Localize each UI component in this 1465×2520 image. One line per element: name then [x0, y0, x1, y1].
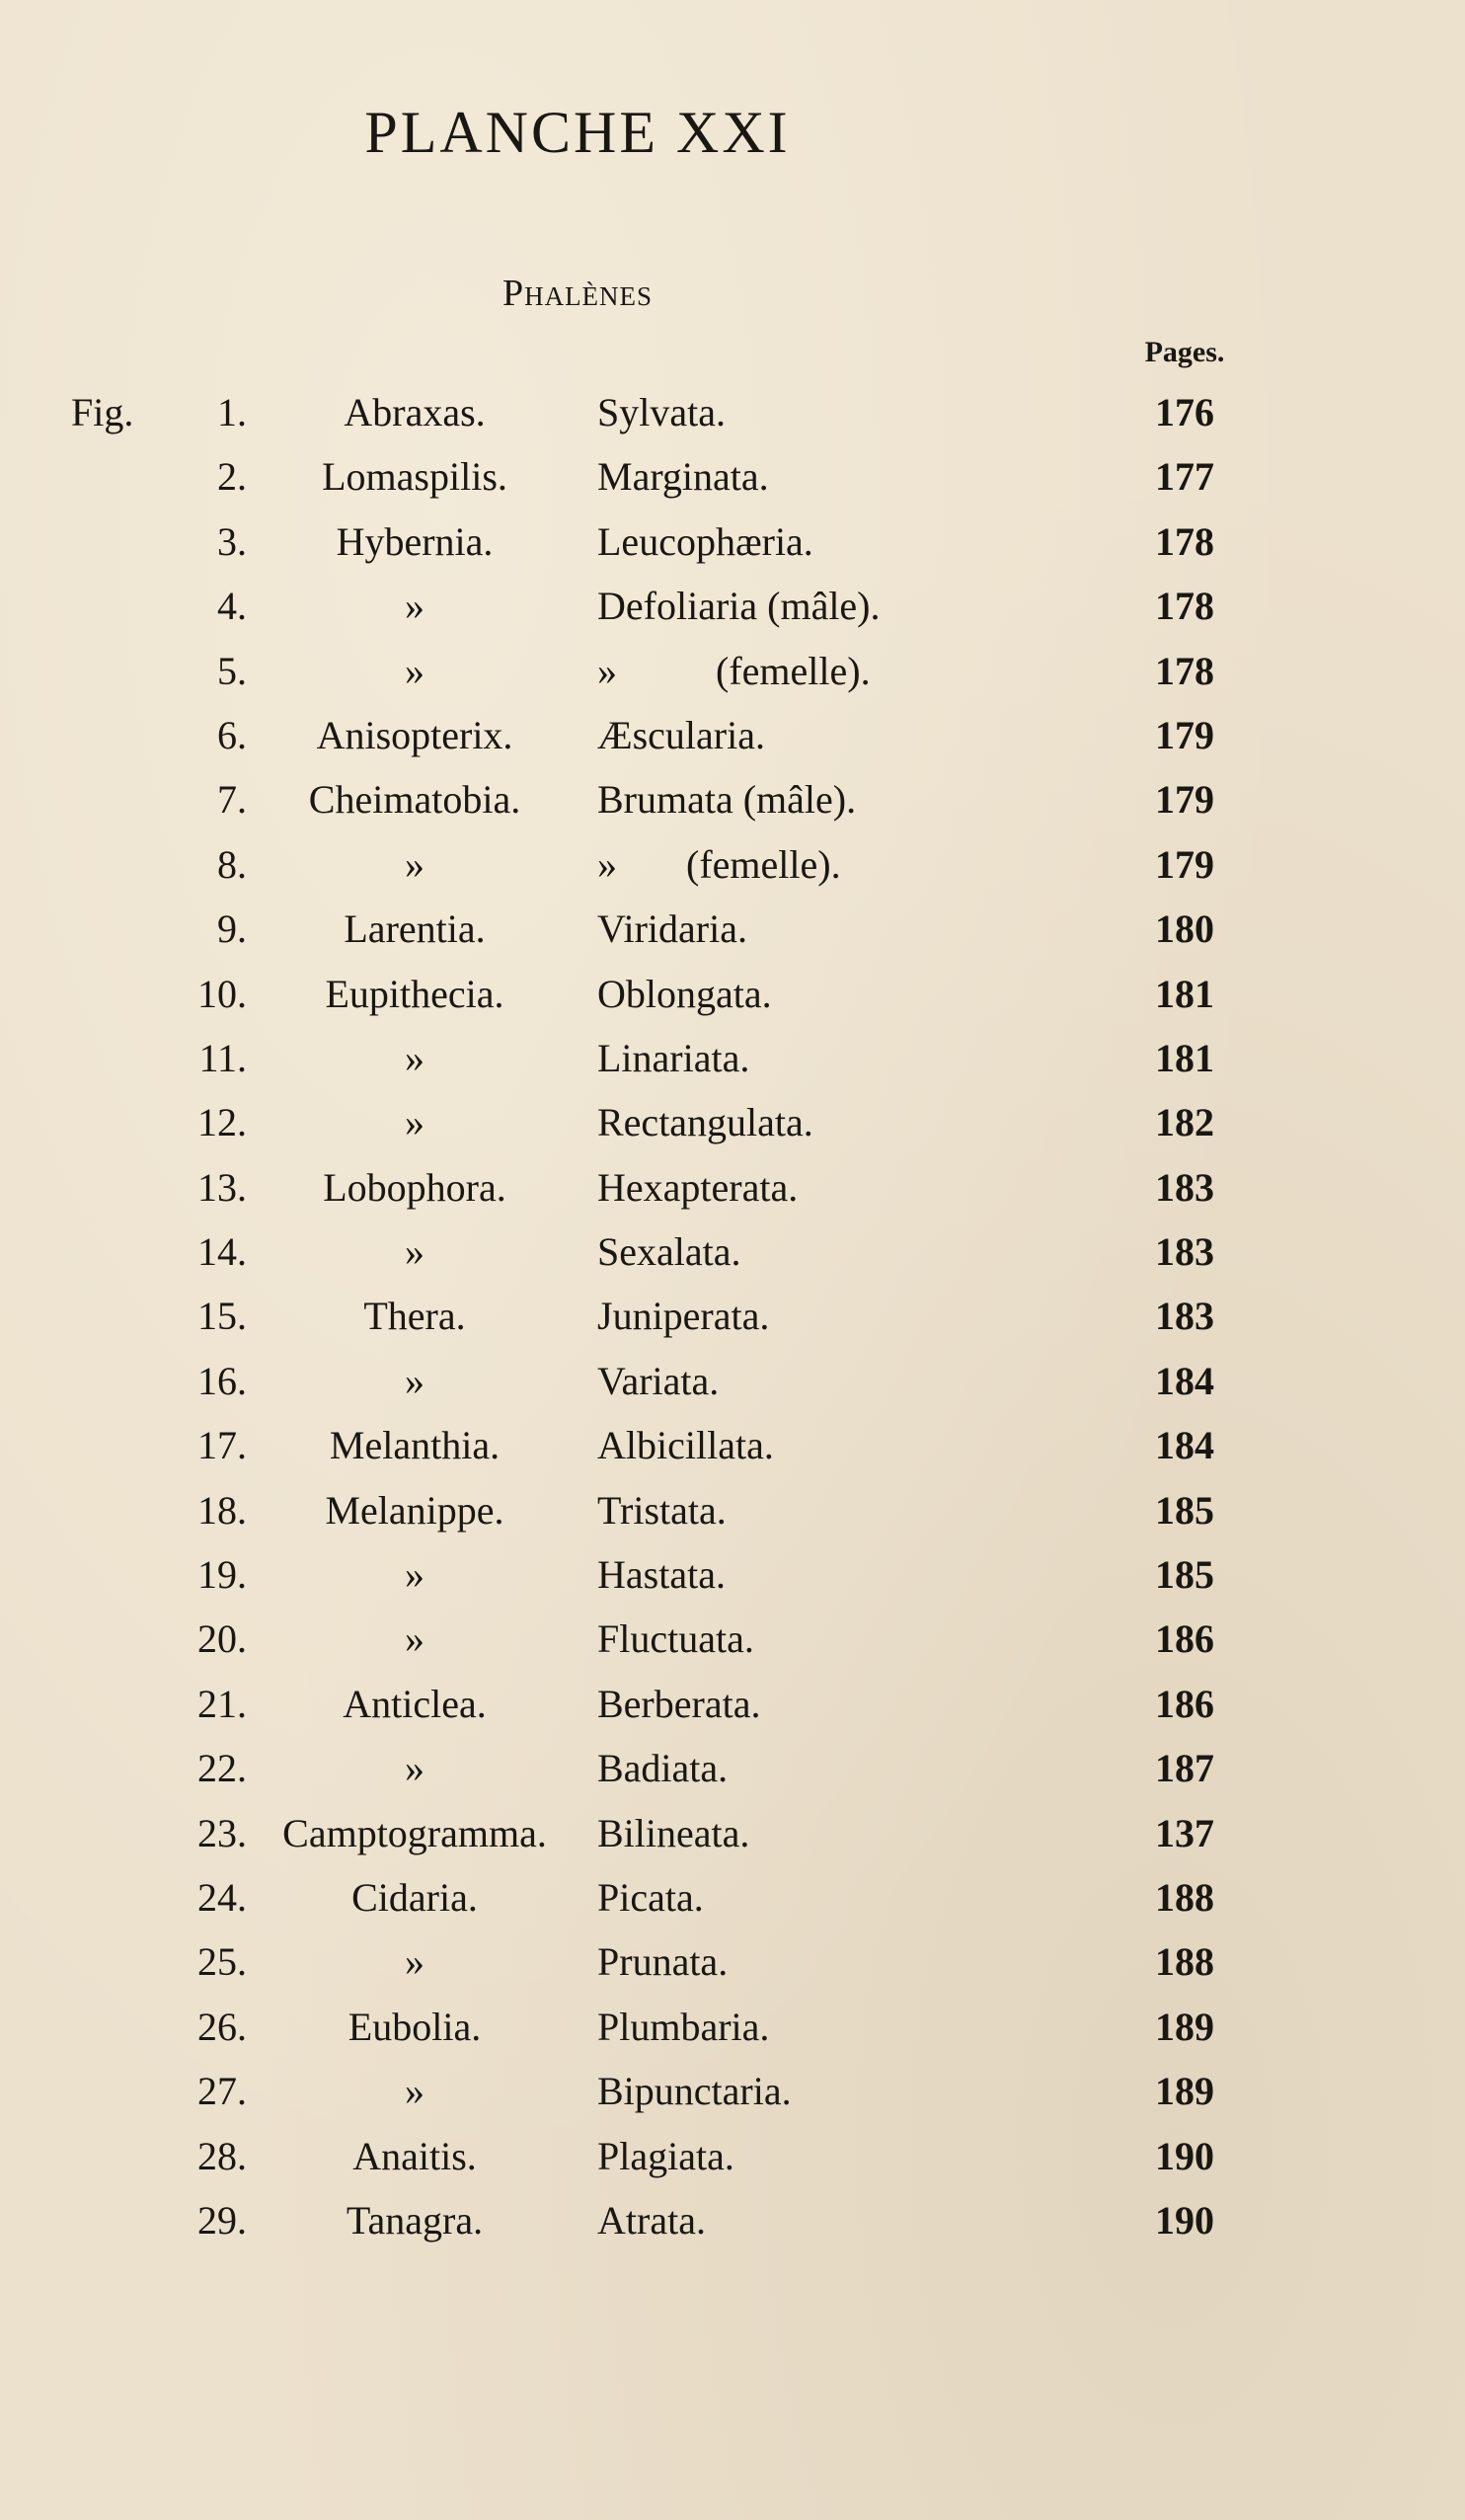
- species-name: Variata.: [597, 1358, 720, 1403]
- genus-name: »: [405, 2069, 424, 2114]
- page-number: 182: [1155, 1100, 1214, 1145]
- figure-number: 7.: [217, 777, 247, 823]
- page-number: 189: [1155, 2004, 1214, 2049]
- genus-name: Anticlea.: [343, 1681, 487, 1726]
- list-item: [0, 1929, 1465, 1994]
- page-number: 188: [1155, 1874, 1214, 1920]
- species-name: Viridaria.: [597, 906, 747, 952]
- figure-number: 19.: [197, 1552, 247, 1598]
- figure-number: 1.: [217, 390, 247, 434]
- figure-number: 27.: [197, 2069, 247, 2114]
- figure-number: 10.: [197, 971, 247, 1016]
- list-item: [0, 1542, 1465, 1607]
- figure-number: 18.: [197, 1487, 247, 1533]
- list-item: [0, 444, 1465, 509]
- list-item: [0, 2059, 1465, 2123]
- genus-name: Eubolia.: [347, 2004, 482, 2049]
- page-number: 137: [1155, 1810, 1214, 1855]
- list-item: [0, 1995, 1465, 2059]
- genus-name: Larentia.: [344, 906, 486, 952]
- list-item: [0, 1220, 1465, 1284]
- genus-name: »: [405, 648, 424, 693]
- figure-number: 12.: [197, 1100, 247, 1145]
- list-item: [0, 1478, 1465, 1542]
- species-name: Rectangulata.: [597, 1100, 813, 1145]
- genus-name: »: [405, 841, 424, 887]
- page-number: 190: [1155, 2197, 1214, 2243]
- genus-name: Hybernia.: [336, 518, 494, 564]
- genus-name: Camptogramma.: [282, 1810, 547, 1855]
- section-subtitle: Phalènes: [501, 273, 654, 314]
- figure-number: 2.: [217, 454, 247, 500]
- list-item: [0, 832, 1465, 897]
- figure-number: 15.: [197, 1294, 247, 1339]
- genus-name: Cheimatobia.: [308, 777, 521, 823]
- species-name: » (femelle).: [597, 648, 871, 693]
- species-name: Oblongata.: [597, 971, 772, 1016]
- species-name: Marginata.: [597, 454, 769, 500]
- page-number: 176: [1155, 390, 1214, 434]
- list-item: [0, 1026, 1465, 1090]
- list-item: [0, 1801, 1465, 1865]
- figure-number: 21.: [197, 1681, 247, 1726]
- genus-name: Lomaspilis.: [322, 454, 507, 500]
- list-item: [0, 574, 1465, 638]
- genus-name: Tanagra.: [346, 2197, 484, 2243]
- figure-number: 9.: [217, 906, 247, 952]
- species-name: Fluctuata.: [597, 1616, 754, 1662]
- page-number: 178: [1155, 584, 1214, 629]
- fig-label: Fig.: [71, 390, 134, 434]
- page-number: 180: [1155, 906, 1214, 952]
- list-item: [0, 703, 1465, 767]
- genus-name: »: [405, 1100, 424, 1145]
- figure-number: 4.: [217, 584, 247, 629]
- page-title: PLANCHE XXI: [364, 100, 791, 165]
- figure-number: 6.: [217, 712, 247, 757]
- genus-name: Lobophora.: [323, 1164, 506, 1210]
- page-number: 183: [1155, 1294, 1214, 1339]
- species-name: Picata.: [597, 1874, 704, 1920]
- species-name: Badiata.: [597, 1746, 729, 1791]
- species-name: Hexapterata.: [597, 1164, 799, 1210]
- figure-number: 26.: [197, 2004, 247, 2049]
- figure-number: 5.: [217, 648, 247, 693]
- genus-name: »: [405, 1616, 424, 1662]
- species-name: Leucophæria.: [597, 518, 813, 564]
- list-item: [0, 897, 1465, 961]
- figure-number: 13.: [197, 1164, 247, 1210]
- page-number: 181: [1155, 1035, 1214, 1080]
- figure-number: 16.: [197, 1358, 247, 1403]
- list-item: [0, 639, 1465, 703]
- page-number: 185: [1155, 1487, 1214, 1533]
- page-number: 178: [1155, 648, 1214, 693]
- page-number: 187: [1155, 1746, 1214, 1791]
- genus-name: »: [405, 1939, 424, 1985]
- list-item: [0, 2188, 1465, 2252]
- figure-number: 29.: [197, 2197, 247, 2243]
- species-name: Hastata.: [597, 1552, 726, 1598]
- figure-number: 20.: [197, 1616, 247, 1662]
- species-name: Plagiata.: [597, 2133, 734, 2178]
- species-name: Sylvata.: [597, 390, 726, 434]
- figure-list: [0, 380, 1465, 2252]
- figure-number: 24.: [197, 1874, 247, 1920]
- species-name: Tristata.: [597, 1487, 727, 1533]
- species-name: Juniperata.: [597, 1294, 770, 1339]
- species-name: Albicillata.: [597, 1423, 774, 1468]
- list-item: [0, 2124, 1465, 2188]
- figure-number: 23.: [197, 1810, 247, 1855]
- species-name: Berberata.: [597, 1681, 761, 1726]
- figure-number: 3.: [217, 518, 247, 564]
- species-name: Plumbaria.: [597, 2004, 770, 2049]
- species-name: Atrata.: [597, 2197, 706, 2243]
- genus-name: »: [405, 1229, 424, 1275]
- genus-name: »: [405, 1035, 424, 1080]
- species-name: Sexalata.: [597, 1229, 741, 1275]
- list-item: [0, 1413, 1465, 1477]
- genus-name: Thera.: [363, 1294, 466, 1339]
- page-number: 184: [1155, 1423, 1214, 1468]
- list-item: [0, 1607, 1465, 1671]
- genus-name: Anisopterix.: [316, 712, 513, 757]
- page-number: 183: [1155, 1164, 1214, 1210]
- page-number: 185: [1155, 1552, 1214, 1598]
- species-name: Linariata.: [597, 1035, 750, 1080]
- genus-name: Eupithecia.: [325, 971, 504, 1016]
- page-number: 189: [1155, 2069, 1214, 2114]
- page-number: 179: [1155, 777, 1214, 823]
- figure-number: 8.: [217, 841, 247, 887]
- figure-number: 22.: [197, 1746, 247, 1791]
- genus-name: Cidaria.: [351, 1874, 478, 1920]
- species-name: Bipunctaria.: [597, 2069, 792, 2114]
- species-name: Æscularia.: [597, 712, 765, 757]
- list-item: [0, 1284, 1465, 1348]
- page-number: 190: [1155, 2133, 1214, 2178]
- list-item: [0, 1865, 1465, 1929]
- page-number: 179: [1155, 841, 1214, 887]
- page-number: 186: [1155, 1681, 1214, 1726]
- list-item: [0, 767, 1465, 831]
- species-name: Brumata (mâle).: [597, 777, 857, 823]
- figure-number: 11.: [198, 1035, 247, 1080]
- pages-column-header: Pages.: [1144, 336, 1225, 368]
- list-item: [0, 1090, 1465, 1154]
- page-number: 178: [1155, 518, 1214, 564]
- page-number: 177: [1155, 454, 1214, 500]
- genus-name: »: [405, 584, 424, 629]
- page-number: 181: [1155, 971, 1214, 1016]
- page-number: 188: [1155, 1939, 1214, 1985]
- page-number: 183: [1155, 1229, 1214, 1275]
- page-number: 184: [1155, 1358, 1214, 1403]
- list-item: [0, 962, 1465, 1026]
- genus-name: »: [405, 1746, 424, 1791]
- species-name: Bilineata.: [597, 1810, 750, 1855]
- list-item: [0, 380, 1465, 444]
- genus-name: Melanippe.: [325, 1487, 504, 1533]
- figure-number: 14.: [197, 1229, 247, 1275]
- page-number: 179: [1155, 712, 1214, 757]
- species-name: Defoliaria (mâle).: [597, 584, 881, 629]
- genus-name: Abraxas.: [344, 390, 486, 434]
- list-item: [0, 1155, 1465, 1220]
- genus-name: Melanthia.: [329, 1423, 501, 1468]
- genus-name: Anaitis.: [352, 2133, 477, 2178]
- list-item: [0, 1672, 1465, 1736]
- genus-name: »: [405, 1358, 424, 1403]
- figure-number: 17.: [197, 1423, 247, 1468]
- figure-number: 25.: [197, 1939, 247, 1985]
- list-item: [0, 1349, 1465, 1413]
- genus-name: »: [405, 1552, 424, 1598]
- figure-number: 28.: [197, 2133, 247, 2178]
- species-name: » (femelle).: [597, 841, 841, 887]
- species-name: Prunata.: [597, 1939, 729, 1985]
- list-item: [0, 1736, 1465, 1800]
- page-number: 186: [1155, 1616, 1214, 1662]
- list-item: [0, 510, 1465, 574]
